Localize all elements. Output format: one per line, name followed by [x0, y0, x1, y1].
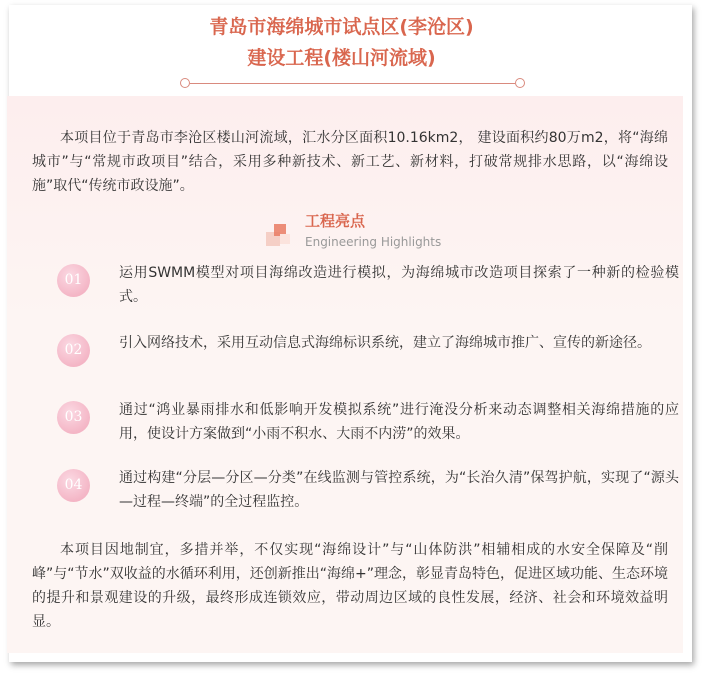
highlight-item	[0, 469, 706, 525]
page-title-line2: 建设工程(楼山河流域)	[247, 47, 436, 69]
title-divider	[180, 76, 525, 90]
highlights-title: 工程亮点	[305, 212, 366, 230]
number-badge: 04	[57, 469, 90, 502]
highlight-text: 引入网络技术，采用互动信息式海绵标识系统，建立了海绵城市推广、宣传的新途径。	[119, 335, 651, 351]
page-title-line1: 青岛市海绵城市试点区(李沧区)	[209, 16, 474, 38]
number-badge: 02	[57, 334, 90, 367]
divider-ring-left-icon	[180, 78, 190, 88]
intro-paragraph: 本项目位于青岛市李沧区楼山河流域，汇水分区面积10.16km2， 建设面积约80万m2，将“海绵城市”与“常规市政项目”结合，采用多种新技术、新工艺、新材料，打破常规排水思路，以“海绵设施”取代“传统市政设施”。	[32, 130, 668, 194]
highlights-squares-icon	[266, 222, 292, 248]
divider-ring-right-icon	[515, 78, 525, 88]
highlight-text: 通过构建“分层—分区—分类”在线监测与管控系统，为“长治久清”保驾护航，实现了“源头—过程—终端”的全过程监控。	[119, 470, 679, 510]
divider-line	[190, 83, 515, 84]
highlight-item	[0, 401, 706, 457]
outro-paragraph: 本项目因地制宜，多措并举，不仅实现“海绵设计”与“山体防洪”相辅相成的水安全保障及“削峰”与“节水”双收益的水循环利用，还创新推出“海绵+”理念，彰显青岛特色，促进区域功能、生态环境的提升和景观建设的升级，最终形成连锁效应，带动周边区域的良性发展，经济、社会和环境效益明显。	[32, 542, 668, 630]
highlight-text: 运用SWMM模型对项目海绵改造进行模拟，为海绵城市改造项目探索了一种新的检验模式。	[119, 265, 679, 305]
number-badge: 03	[57, 401, 90, 434]
highlight-text: 通过“鸿业暴雨排水和低影响开发模拟系统”进行淹没分析来动态调整相关海绵措施的应用，使设计方案做到“小雨不积水、大雨不内涝”的效果。	[119, 402, 679, 442]
highlight-item	[0, 334, 706, 390]
highlights-subtitle: Engineering Highlights	[305, 235, 442, 249]
highlight-item	[0, 264, 706, 320]
number-badge: 01	[57, 264, 90, 297]
